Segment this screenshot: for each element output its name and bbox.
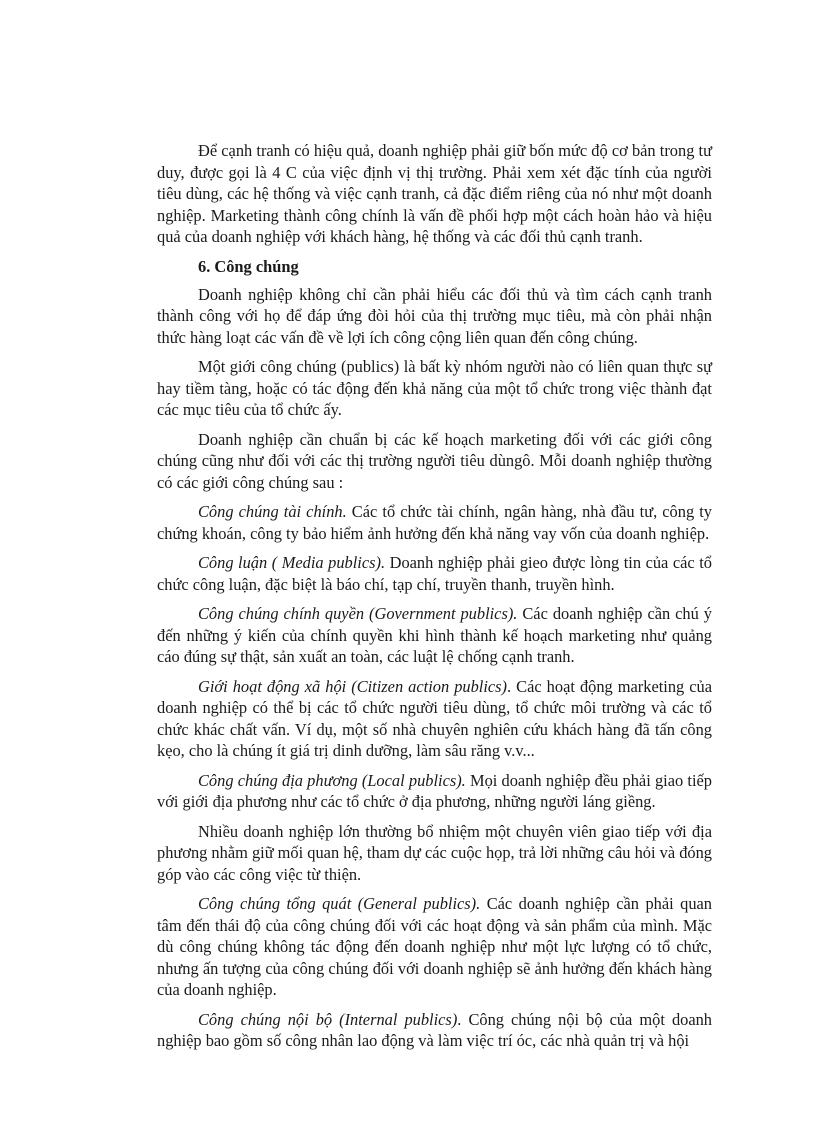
item-text: Mọi doanh nghiệp đều phải giao tiếp với giới địa phương như các tổ chức ở địa phương, những người láng giềng. bbox=[157, 770, 712, 811]
section-paragraph-2: Một giới công chúng (publics) là bất kỳ nhóm người nào có liên quan thực sự hay tiềm tàng, hoặc có tác động đến khả năng của một tổ chức trong việc thành đạt các mục tiêu của tổ chức ấy. bbox=[157, 357, 712, 419]
item-term: Giới hoạt động xã hội (Citizen action publics) bbox=[198, 676, 508, 696]
public-item-citizen-action bbox=[157, 676, 712, 762]
public-item-media bbox=[157, 552, 712, 595]
item-term: Công chúng nội bộ (Internal publics) bbox=[198, 1009, 458, 1029]
item-term: Công chúng địa phương (Local publics). bbox=[198, 770, 466, 790]
intro-paragraph: Để cạnh tranh có hiệu quả, doanh nghiệp phải giữ bốn mức độ cơ bản trong tư duy, được gọi là 4 C của việc định vị thị trường. Phải xem xét đặc tính của người tiêu dùng, các hệ thống và việc cạnh tranh, cả đặc điểm riêng của nó như một doanh nghiệp. Marketing thành công chính là vấn đề phối hợp một cách hoàn hảo và hiệu quả của doanh nghiệp với khách hàng, hệ thống và các đối thủ cạnh tranh. bbox=[157, 141, 712, 246]
public-item-general bbox=[157, 893, 712, 1001]
document-page bbox=[157, 140, 712, 1060]
item-text: . Các hoạt động marketing của doanh nghiệp có thể bị các tổ chức người tiêu dùng, tổ chức môi trường và các tổ chức khác chất vấn. Ví dụ, một số nhà chuyên nghiên cứu khách hàng đã tấn công kẹo, cho là chúng ít giá trị dinh dưỡng, làm sâu răng v.v... bbox=[157, 676, 713, 760]
public-item-financial bbox=[157, 501, 712, 544]
item-term: Công luận ( Media publics). bbox=[198, 553, 386, 572]
item-text: Các doanh nghiệp cần phải quan tâm đến thái độ của công chúng đối với các hoạt động và sản phẩm của mình. Mặc dù công chúng không tác động đến doanh nghiệp như một lực lượng có tổ chức, nhưng ấn tượng của công chúng đối với doanh nghiệp sẽ ảnh hưởng đến khách hàng của doanh nghiệp. bbox=[157, 894, 713, 999]
section-heading: 6. Công chúng bbox=[198, 256, 299, 276]
item-text: . Công chúng nội bộ của một doanh nghiệp bao gồm số công nhân lao động và làm việc trí óc, các nhà quản trị và hội bbox=[157, 1009, 712, 1050]
section-paragraph-1: Doanh nghiệp không chỉ cần phải hiểu các đối thủ và tìm cách cạnh tranh thành công với họ để đáp ứng đòi hỏi của thị trường mục tiêu, mà còn phải nhận thức hàng loạt các vấn đề về lợi ích công cộng liên quan đến công chúng. bbox=[157, 284, 712, 347]
section-paragraph-3: Doanh nghiệp cần chuẩn bị các kế hoạch marketing đối với các giới công chúng cũng như đối với các thị trường người tiêu dùngô. Mỗi doanh nghiệp thường có các giới công chúng sau : bbox=[157, 429, 712, 492]
public-item-internal bbox=[157, 1009, 712, 1052]
section-paragraph-4: Nhiều doanh nghiệp lớn thường bổ nhiệm một chuyên viên giao tiếp với địa phương nhằm giữ mối quan hệ, tham dự các cuộc họp, trả lời những câu hỏi và đóng góp vào các công việc từ thiện. bbox=[157, 821, 712, 884]
public-item-government bbox=[157, 603, 712, 668]
public-item-local bbox=[157, 770, 712, 813]
item-text: Các doanh nghiệp cần chú ý đến những ý kiến của chính quyền khi hình thành kế hoạch marketing như quảng cáo đúng sự thật, sản xuất an toàn, các luật lệ chống cạnh tranh. bbox=[157, 604, 712, 666]
item-term: Công chúng tài chính. bbox=[198, 502, 347, 521]
item-text: Doanh nghiệp phải gieo được lòng tin của các tổ chức công luận, đặc biệt là báo chí, tạp chí, truyền thanh, truyền hình. bbox=[157, 553, 712, 594]
item-term: Công chúng chính quyền (Government publics). bbox=[198, 604, 518, 623]
item-term: Công chúng tổng quát (General publics). bbox=[198, 894, 481, 913]
item-text: Các tổ chức tài chính, ngân hàng, nhà đầu tư, công ty chứng khoán, công ty bảo hiểm ảnh hưởng đến khả năng vay vốn của doanh nghiệp. bbox=[157, 502, 712, 543]
